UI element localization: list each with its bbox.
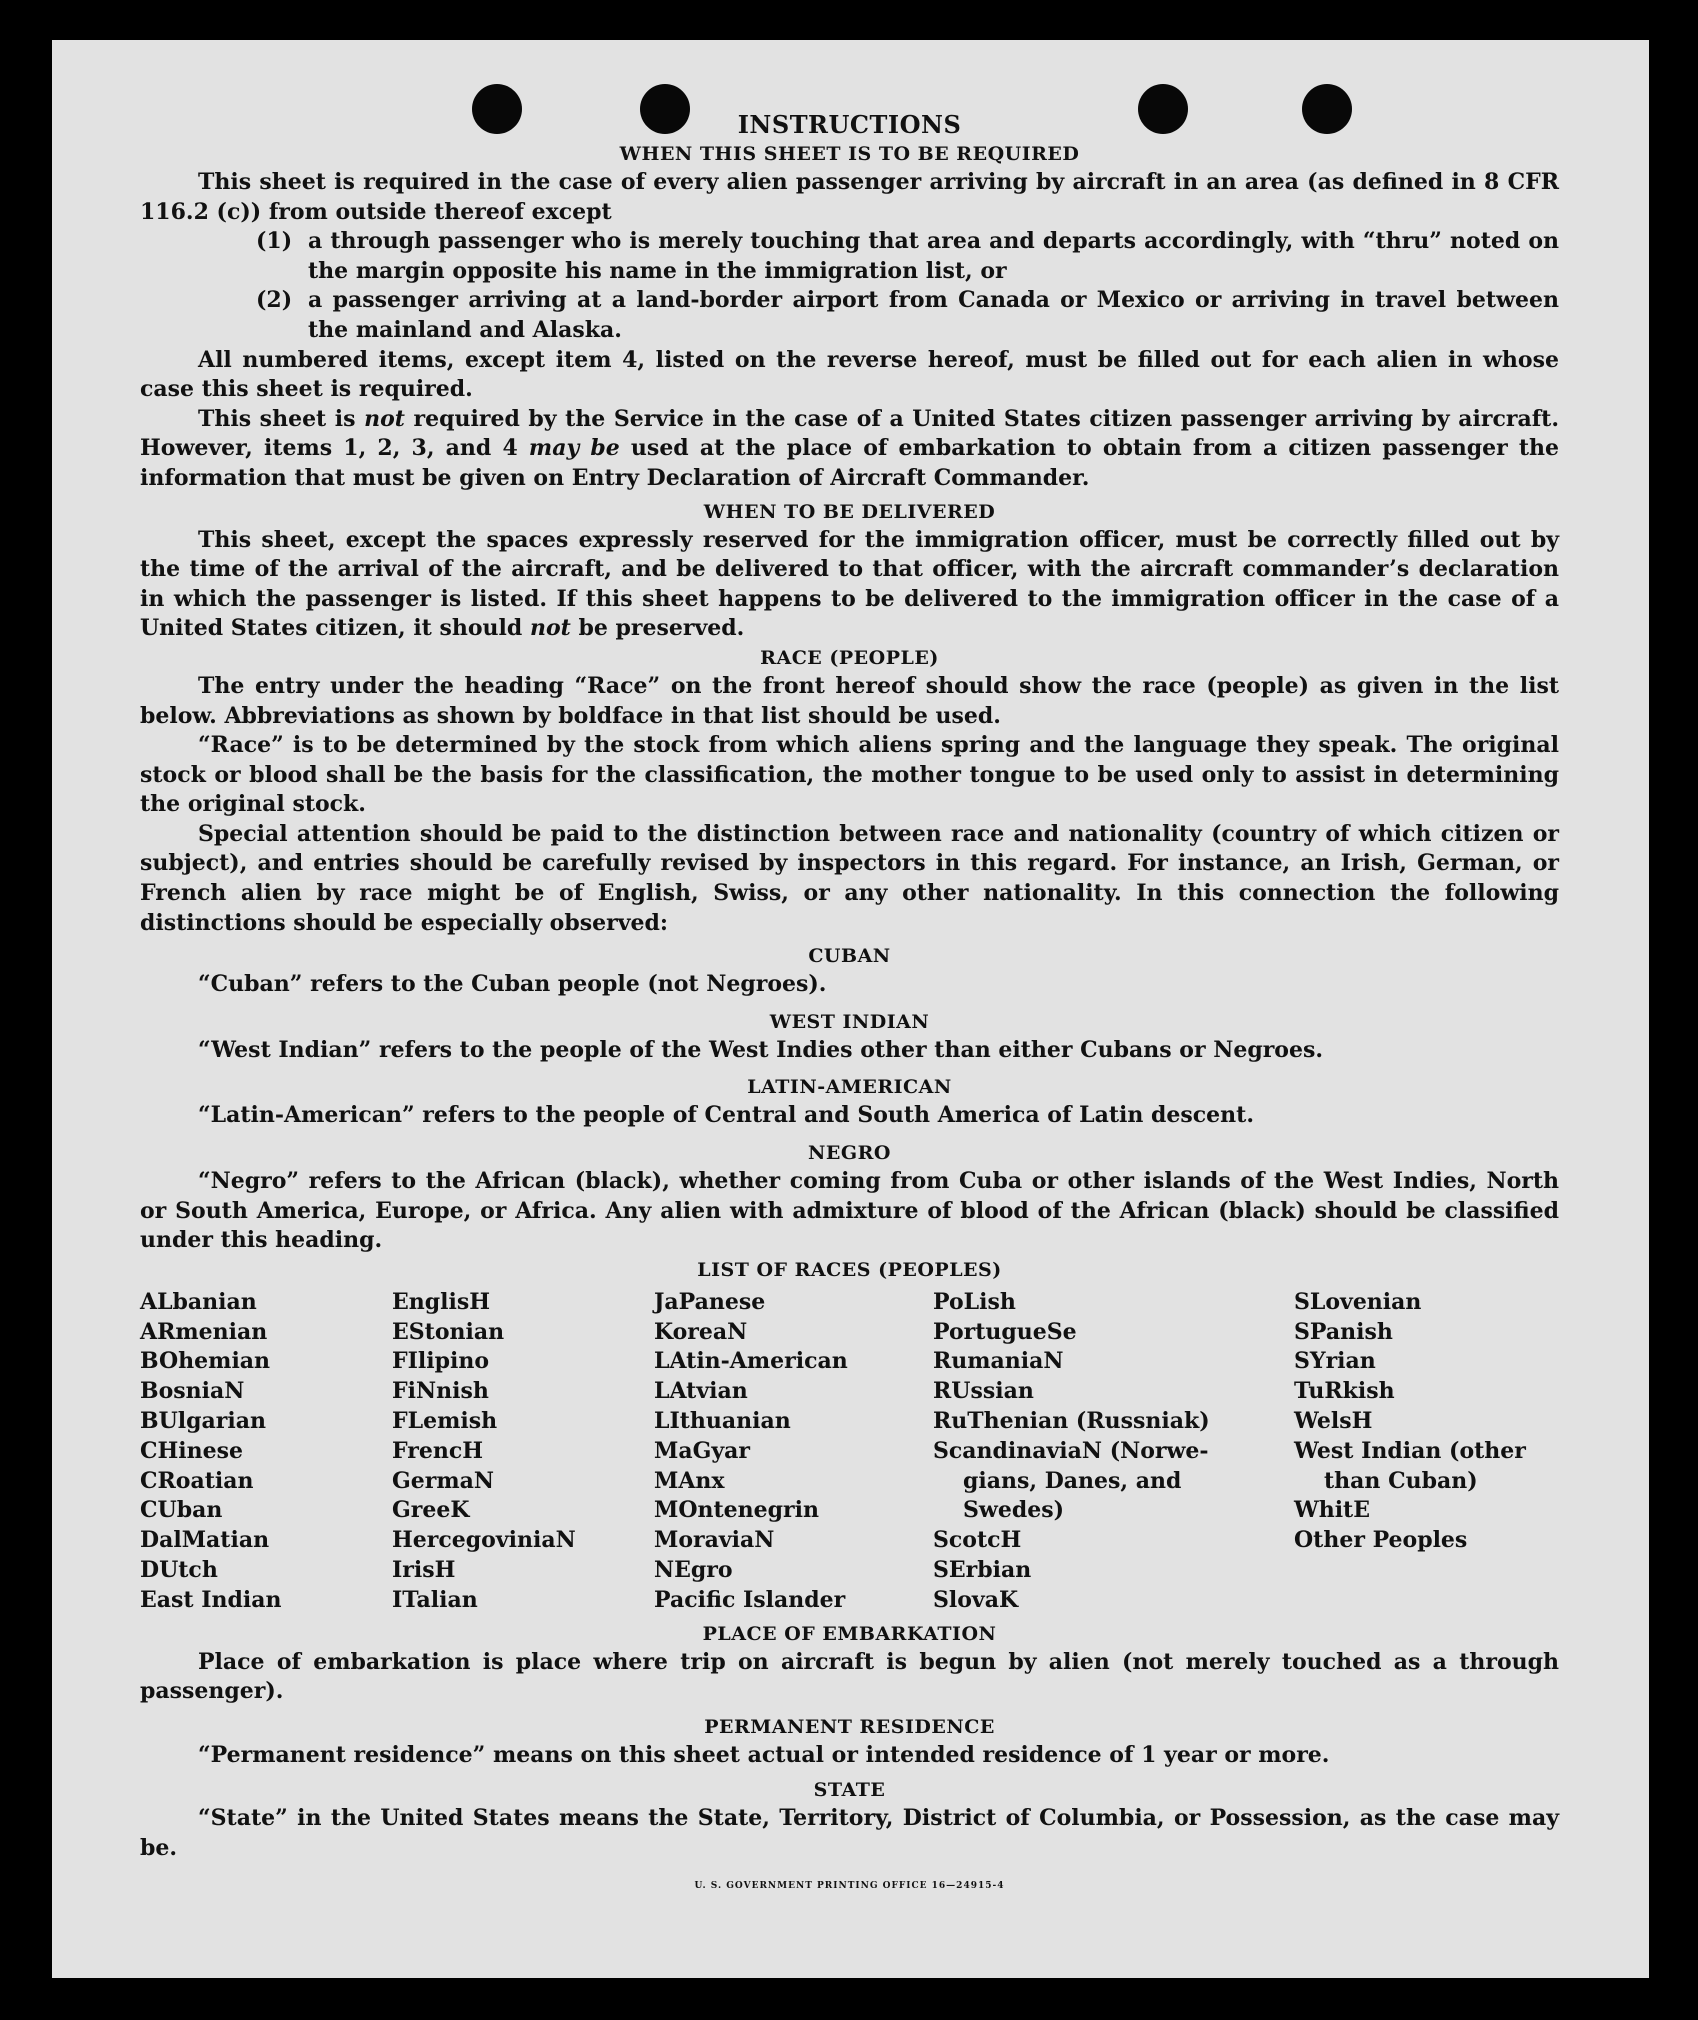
page-title: INSTRUCTIONS bbox=[737, 110, 962, 139]
list-item: GermaN bbox=[392, 1467, 495, 1494]
section-heading: LATIN-AMERICAN bbox=[747, 1076, 952, 1099]
list-item: EnglisH bbox=[392, 1288, 491, 1315]
list-item: JaPanese bbox=[654, 1288, 766, 1315]
paragraph: “State” in the United States means the State, Territory, District of Columbia, or Possession, as the case may be. bbox=[140, 1805, 1559, 1861]
list-item: BUlgarian bbox=[140, 1408, 266, 1434]
list-item: LAtvian bbox=[654, 1378, 748, 1405]
list-item: WhitE bbox=[1294, 1497, 1370, 1524]
section-heading: CUBAN bbox=[808, 945, 891, 968]
paragraph: “West Indian” refers to the people of the West Indies other than either Cubans or Negroes. bbox=[198, 1036, 1324, 1063]
list-item: SLovenian bbox=[1294, 1288, 1422, 1315]
list-item: BOhemian bbox=[140, 1348, 271, 1375]
paragraph: “Cuban” refers to the Cuban people (not Negroes). bbox=[198, 971, 827, 998]
section-heading: PLACE OF EMBARKATION bbox=[702, 1622, 997, 1645]
instructions-content bbox=[140, 110, 1559, 1901]
paragraph: All numbered items, except item 4, listed on the reverse hereof, must be filled out for each alien in whose case this sheet is required. bbox=[140, 346, 1559, 403]
list-item: KoreaN bbox=[654, 1318, 748, 1345]
paragraph: “Permanent residence” means on this sheet actual or intended residence of 1 year or more. bbox=[198, 1741, 1330, 1768]
list-item: SYrian bbox=[1294, 1348, 1376, 1375]
paragraph bbox=[140, 526, 1559, 644]
list-item: Swedes) bbox=[963, 1497, 1064, 1524]
paragraph: “Latin-American” refers to the people of Central and South America of Latin descent. bbox=[198, 1102, 1254, 1129]
list-item: DalMatian bbox=[140, 1527, 270, 1554]
list-item: West Indian (other bbox=[1294, 1437, 1526, 1464]
list-item: gians, Danes, and bbox=[963, 1467, 1182, 1494]
list-item: LIthuanian bbox=[654, 1408, 791, 1434]
section-heading: PERMANENT RESIDENCE bbox=[704, 1715, 995, 1738]
list-item: MAnx bbox=[654, 1467, 725, 1494]
list-item: Pacific Islander bbox=[654, 1586, 846, 1613]
section-heading: WEST INDIAN bbox=[769, 1010, 930, 1033]
section-heading: STATE bbox=[813, 1779, 886, 1802]
list-item: FLemish bbox=[392, 1408, 498, 1434]
list-item bbox=[140, 286, 1559, 345]
list-item: IrisH bbox=[392, 1556, 456, 1583]
list-item: ITalian bbox=[392, 1586, 478, 1613]
list-item: CHinese bbox=[140, 1437, 244, 1464]
text-run: This sheet, except the spaces expressly reserved for the immigration officer, must be correctly filled out by the time of the arrival of the aircraft, and be delivered to that officer, with the aircraft commander’s declaration in which the passenger is listed. If this sheet happens to be delivered to the immigration officer in the case of a United States citizen, it should bbox=[140, 526, 1559, 642]
list-item: RumaniaN bbox=[933, 1348, 1064, 1375]
race-column bbox=[392, 1288, 654, 1616]
list-item: SlovaK bbox=[933, 1586, 1019, 1613]
section-heading: WHEN THIS SHEET IS TO BE REQUIRED bbox=[619, 143, 1080, 165]
list-item: FIlipino bbox=[392, 1348, 490, 1375]
list-item: RuThenian (Russniak) bbox=[933, 1408, 1210, 1434]
text-run: This sheet is bbox=[198, 405, 365, 432]
race-column bbox=[933, 1288, 1294, 1616]
text-run: be preserved. bbox=[570, 615, 745, 642]
list-item: FiNnish bbox=[392, 1378, 489, 1405]
list-item: WelsH bbox=[1294, 1408, 1373, 1434]
text-run-italic: may be bbox=[528, 435, 620, 462]
item-text: a passenger arriving at a land-border airport from Canada or Mexico or arriving in travel between the mainland and Alaska. bbox=[308, 287, 1559, 343]
list-item: FrencH bbox=[392, 1437, 483, 1464]
list-item: ScandinaviaN (Norwe- bbox=[933, 1437, 1209, 1464]
paragraph: This sheet is required in the case of every alien passenger arriving by aircraft in an area (as defined in 8 CFR 116.2 (c)) from outside thereof except bbox=[140, 169, 1559, 225]
race-column bbox=[1294, 1288, 1559, 1616]
race-column bbox=[654, 1288, 933, 1616]
list-item: SErbian bbox=[933, 1556, 1032, 1583]
race-list bbox=[140, 1288, 1559, 1616]
list-item: LAtin-American bbox=[654, 1348, 848, 1375]
list-item: ALbanian bbox=[140, 1288, 257, 1315]
paragraph: “Race” is to be determined by the stock from which aliens spring and the language they speak. The original stock or blood shall be the basis for the classification, the mother tongue to be used only to assist in determining the original stock. bbox=[140, 732, 1559, 818]
list-item: CUban bbox=[140, 1497, 223, 1524]
list-item: SPanish bbox=[1294, 1318, 1393, 1345]
text-run: used at the place of embarkation to obtain from a citizen passenger the information that must be given on Entry Declaration of Aircraft Commander. bbox=[140, 435, 1560, 491]
list-item: NEgro bbox=[654, 1556, 733, 1583]
text-run-italic: not bbox=[364, 405, 405, 432]
list-item: than Cuban) bbox=[1324, 1467, 1478, 1494]
printing-office-footer: U. S. GOVERNMENT PRINTING OFFICE 16—24915-4 bbox=[694, 1880, 1005, 1891]
section-heading: LIST OF RACES (PEOPLES) bbox=[697, 1258, 1002, 1281]
item-text: a through passenger who is merely touching that area and departs accordingly, with “thru” noted on the margin opposite his name in the immigration list, or bbox=[308, 228, 1559, 284]
list-item: MoraviaN bbox=[654, 1527, 775, 1554]
paragraph: Place of embarkation is place where trip on aircraft is begun by alien (not merely touched as a through passenger). bbox=[140, 1648, 1559, 1705]
paragraph: Special attention should be paid to the distinction between race and nationality (country of which citizen or subject), and entries should be carefully revised by inspectors in this regard. For instance, an Irish, German, or French alien by race might be of English, Swiss, or any other nationality. In this connection the following distinctions should be especially observed: bbox=[140, 820, 1559, 936]
list-item: Other Peoples bbox=[1294, 1527, 1468, 1554]
section-heading: NEGRO bbox=[808, 1142, 891, 1165]
item-number: (2) bbox=[256, 287, 293, 314]
list-item: RUssian bbox=[933, 1378, 1034, 1405]
list-item bbox=[140, 227, 1559, 286]
list-item: PoLish bbox=[933, 1288, 1016, 1315]
text-run-italic: not bbox=[529, 615, 571, 642]
paragraph bbox=[140, 405, 1559, 494]
paragraph: “Negro” refers to the African (black), whether coming from Cuba or other islands of the West Indies, North or South America, Europe, or Africa. Any alien with admixture of blood of the African (black) should be classified under this heading. bbox=[140, 1168, 1559, 1254]
text-run: required by the Service in the case of a United States citizen passenger arriving by aircraft. However, items 1, 2, 3, and 4 bbox=[140, 405, 1559, 462]
list-item: GreeK bbox=[392, 1497, 470, 1524]
list-item: MOntenegrin bbox=[654, 1497, 819, 1524]
list-item: BosniaN bbox=[140, 1378, 245, 1405]
list-item: DUtch bbox=[140, 1556, 218, 1583]
item-number: (1) bbox=[256, 228, 293, 255]
section-heading: WHEN TO BE DELIVERED bbox=[703, 500, 996, 523]
paragraph: The entry under the heading “Race” on the front hereof should show the race (people) as given in the list below. Abbreviations as shown by boldface in that list should be used. bbox=[140, 672, 1559, 729]
list-item: EStonian bbox=[392, 1318, 505, 1345]
list-item: ARmenian bbox=[140, 1318, 268, 1345]
list-item: TuRkish bbox=[1294, 1378, 1395, 1405]
list-item: PortugueSe bbox=[933, 1318, 1077, 1345]
race-column bbox=[140, 1288, 392, 1616]
list-item: ScotcH bbox=[933, 1527, 1022, 1554]
section-heading: RACE (PEOPLE) bbox=[760, 646, 939, 669]
document-sheet bbox=[52, 40, 1649, 1978]
list-item: MaGyar bbox=[654, 1437, 751, 1464]
list-item: HercegoviniaN bbox=[392, 1527, 576, 1554]
list-item: CRoatian bbox=[140, 1467, 254, 1494]
list-item: East Indian bbox=[140, 1586, 282, 1613]
